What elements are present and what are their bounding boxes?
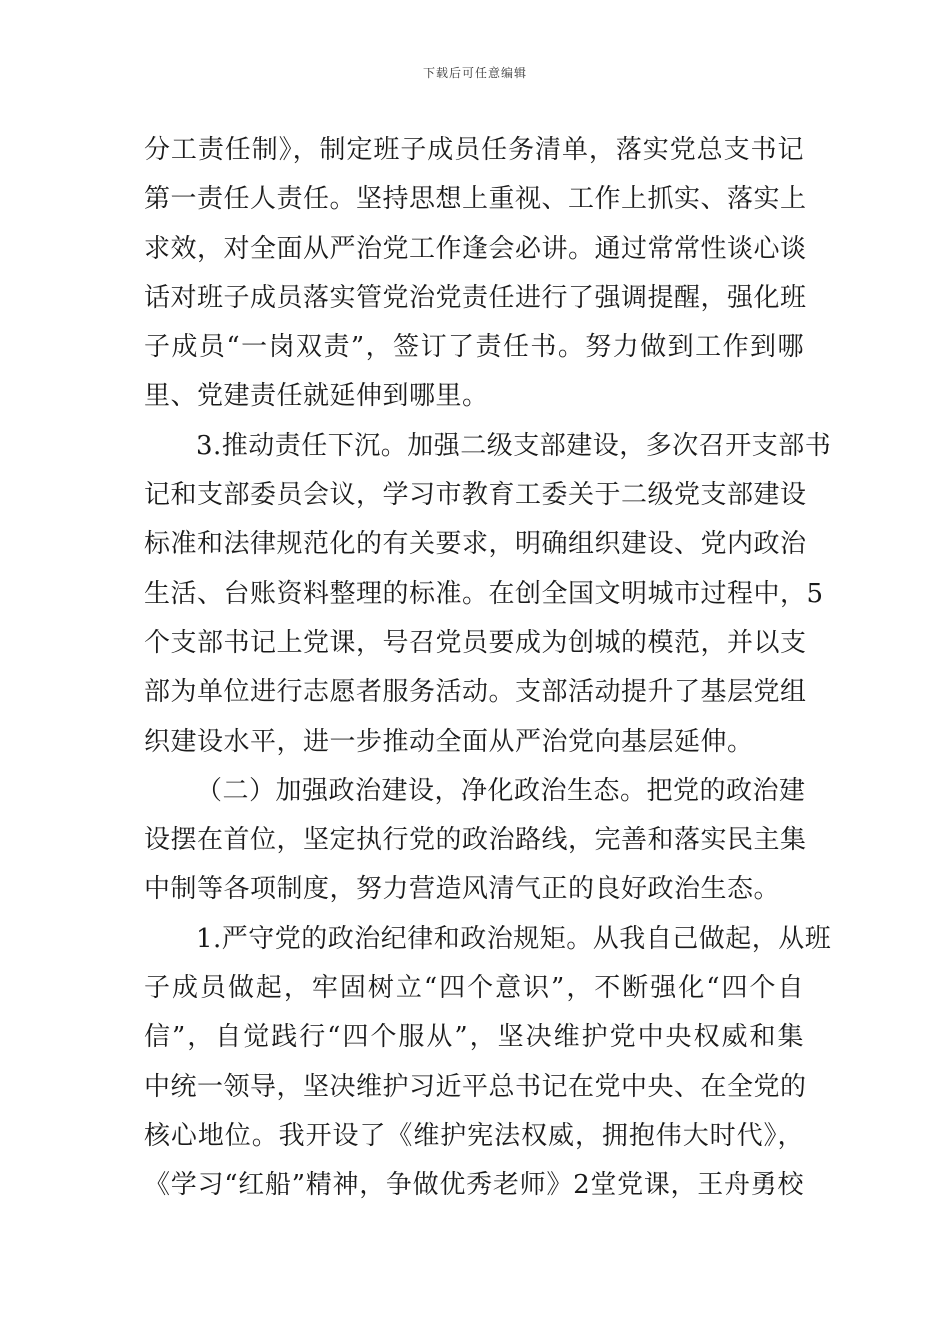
text-line: 中制等各项制度，努力营造风清气正的良好政治生态。 [144, 874, 781, 905]
text-line: 部为单位进行志愿者服务活动。支部活动提升了基层党组 [144, 677, 807, 708]
text-line: 信”，自觉践行“四个服从”，坚决维护党中央权威和集 [144, 1022, 804, 1053]
text-line: 生活、台账资料整理的标准。在创全国文明城市过程中，5 [144, 578, 824, 609]
text-line: 设摆在首位，坚定执行党的政治路线，完善和落实民主集 [144, 825, 807, 856]
text-line: 第一责任人责任。坚持思想上重视、工作上抓实、落实上 [144, 184, 807, 215]
text-line: 分工责任制》，制定班子成员任务清单，落实党总支书记 [144, 135, 804, 165]
text-line: 标准和法律规范化的有关要求，明确组织建设、党内政治 [144, 529, 807, 560]
text-line: （二）加强政治建设，净化政治生态。把党的政治建 [196, 775, 806, 806]
text-line: 求效，对全面从严治党工作逢会必讲。通过常常性谈心谈 [144, 233, 807, 264]
text-line: 里、党建责任就延伸到哪里。 [144, 381, 489, 412]
text-line: 《学习“红船”精神，争做优秀老师》2堂党课，王舟勇校 [144, 1170, 804, 1201]
text-line: 话对班子成员落实管党治党责任进行了强调提醒，强化班 [144, 282, 807, 313]
document-body [144, 126, 832, 1211]
text-line: 织建设水平，进一步推动全面从严治党向基层延伸。 [144, 726, 754, 757]
text-line: 记和支部委员会议，学习市教育工委关于二级党支部建设 [144, 480, 807, 511]
text-line: 个支部书记上党课，号召党员要成为创城的模范，并以支 [144, 627, 807, 658]
text-line: 核心地位。我开设了《维护宪法权威，拥抱伟大时代》， [144, 1120, 804, 1151]
text-line: 子成员做起，牢固树立“四个意识”，不断强化“四个自 [144, 973, 804, 1004]
page-header: 下载后可任意编辑 [422, 66, 527, 80]
text-line: 3.推动责任下沉。加强二级支部建设，多次召开支部书 [196, 430, 832, 461]
text-line: 子成员“一岗双责”，签订了责任书。努力做到工作到哪 [144, 332, 804, 363]
text-line: 1.严守党的政治纪律和政治规矩。从我自己做起，从班 [196, 923, 832, 954]
text-line: 中统一领导，坚决维护习近平总书记在党中央、在全党的 [144, 1071, 807, 1102]
